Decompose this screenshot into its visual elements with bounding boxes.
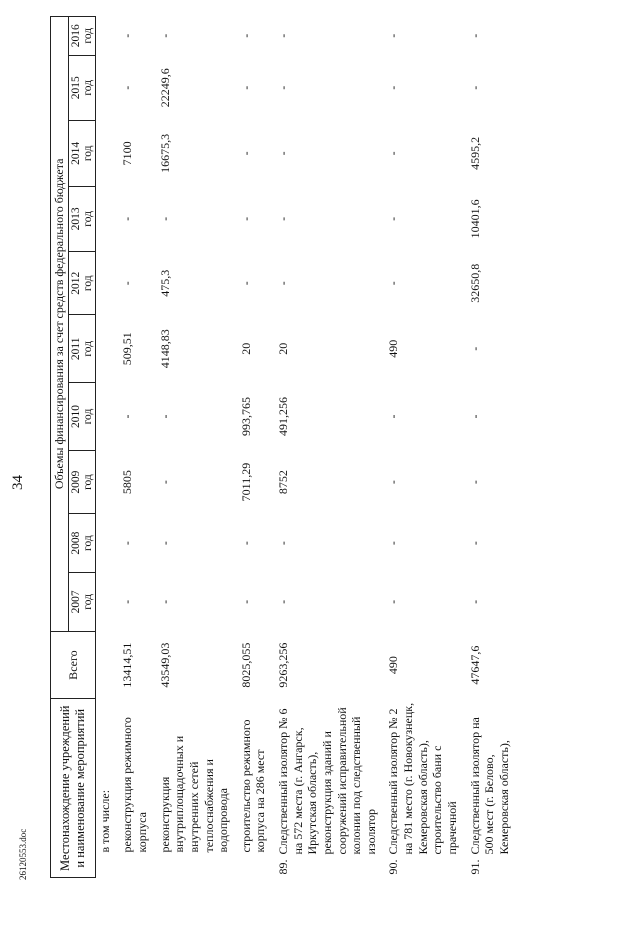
row-value [95,121,118,187]
row-value: - [157,541,172,546]
row-value: - [386,216,401,221]
header-financing-group: Объемы финансирования за счет средств федерального бюджета [51,17,69,632]
row-total: 47647,6 [467,645,482,685]
page-number: 34 [10,475,26,490]
row-name [237,699,274,878]
row-value: - [276,281,290,286]
row-value: 16675,3 [157,133,172,173]
header-name-column: Местонахождение учреждений и наименование мероприятий [51,699,96,878]
table-row [237,17,274,878]
row-value: - [157,414,172,419]
row-value: 10401,6 [467,199,482,239]
row-value: - [386,541,401,546]
row-name [156,699,237,878]
row-value: 7100 [120,141,135,166]
row-value: - [386,33,401,38]
row-value: - [120,414,135,419]
row-value: - [276,216,290,221]
row-value: - [120,541,135,546]
row-value: - [157,216,172,221]
row-number: 90. [386,859,401,875]
row-value: - [238,541,253,546]
row-value: 4595,2 [467,136,482,170]
row-value: 20 [238,342,253,355]
row-value: - [386,151,401,156]
row-value: 475,3 [157,269,172,297]
row-value: - [386,414,401,419]
row-value: - [467,414,482,419]
row-value: - [467,599,482,604]
header-year-1: 2008 год [68,514,95,573]
row-value: - [467,541,482,546]
row-value: 32650,8 [467,263,482,303]
row-value: - [386,480,401,485]
row-value: - [276,541,290,546]
row-value: 491,256 [276,397,290,437]
row-label: Следственный изолятор № 6 на 572 места (г. Ангарск, Иркутская область), реконструкция зданий и сооружений исправительной колонии под следственный изолятор [276,707,378,855]
row-value: - [238,216,253,221]
row-name [118,699,155,878]
header-year-6: 2013 год [68,186,95,252]
row-value: 509,51 [120,332,135,366]
row-value: - [157,33,172,38]
row-name [466,699,518,878]
row-label: строительство режимного корпуса на 286 мест [238,719,268,853]
row-total: 13414,51 [120,642,135,688]
row-value: - [386,599,401,604]
row-value: - [120,85,135,90]
row-value [95,514,118,573]
row-value: 8752 [276,470,290,495]
rotated-page [50,16,635,878]
document-id: 26120553.doc [18,828,28,880]
header-year-7: 2014 год [68,121,95,187]
row-value: - [238,599,253,604]
row-total: 490 [386,656,401,675]
row-value: - [386,281,401,286]
financing-table [50,16,517,878]
row-value: - [157,480,172,485]
row-value [95,450,118,513]
table-row [466,17,518,878]
row-value: - [238,151,253,156]
row-label: в том числе: [97,789,112,853]
row-value: 7011,29 [238,462,253,502]
header-year-9: 2016 год [68,17,95,56]
row-value: - [467,346,482,351]
row-value [95,383,118,451]
row-label: Следственный изолятор № 2 на 781 место (г. Новокузнецк, Кемеровская область), строительство бани с прачечной [386,702,459,855]
table-row [95,17,118,878]
row-value [95,17,118,56]
row-value: - [238,85,253,90]
header-year-8: 2015 год [68,55,95,121]
header-year-0: 2007 год [68,572,95,631]
row-label: Следственный изолятор на 500 мест (г. Белово, Кемеровская область), [467,717,511,855]
row-value: - [157,599,172,604]
row-value: 5805 [120,470,135,495]
header-year-3: 2010 год [68,383,95,451]
row-value: - [386,85,401,90]
row-value [95,572,118,631]
row-label: реконструкция режимного корпуса [120,717,149,853]
table-row [274,17,384,878]
row-total: 43549,03 [157,642,172,688]
row-value [95,55,118,121]
header-total-column: Всего [51,631,96,699]
row-value: - [120,216,135,221]
table-row [118,17,155,878]
row-total: 8025,055 [238,642,253,688]
row-number: 89. [276,859,290,875]
row-value: 20 [276,342,290,355]
row-value [95,252,118,315]
row-value: - [467,85,482,90]
row-value: 993,765 [238,397,253,437]
table-row [156,17,237,878]
row-name [384,699,465,878]
row-value [95,315,118,383]
header-year-2: 2009 год [68,450,95,513]
row-value: - [276,599,290,604]
row-value: 490 [386,339,401,358]
row-value: 22249,6 [157,68,172,108]
row-value: - [120,33,135,38]
row-value: - [120,281,135,286]
table-row [384,17,465,878]
row-value [95,186,118,252]
row-value: - [276,85,290,90]
row-label: реконструкция внутриплощадочных и внутренних сетей теплоснабжения и водопровода [157,735,231,853]
header-year-5: 2012 год [68,252,95,315]
row-value: - [238,281,253,286]
row-total [95,631,118,699]
row-name [95,699,118,878]
row-number: 91. [467,859,482,875]
row-value: 4148,83 [157,329,172,369]
row-total: 9263,256 [276,642,290,688]
row-value: - [276,151,290,156]
row-value: - [467,33,482,38]
row-name [274,699,384,878]
header-year-4: 2011 год [68,315,95,383]
row-value: - [238,33,253,38]
row-value: - [276,33,290,38]
row-value: - [120,599,135,604]
row-value: - [467,480,482,485]
